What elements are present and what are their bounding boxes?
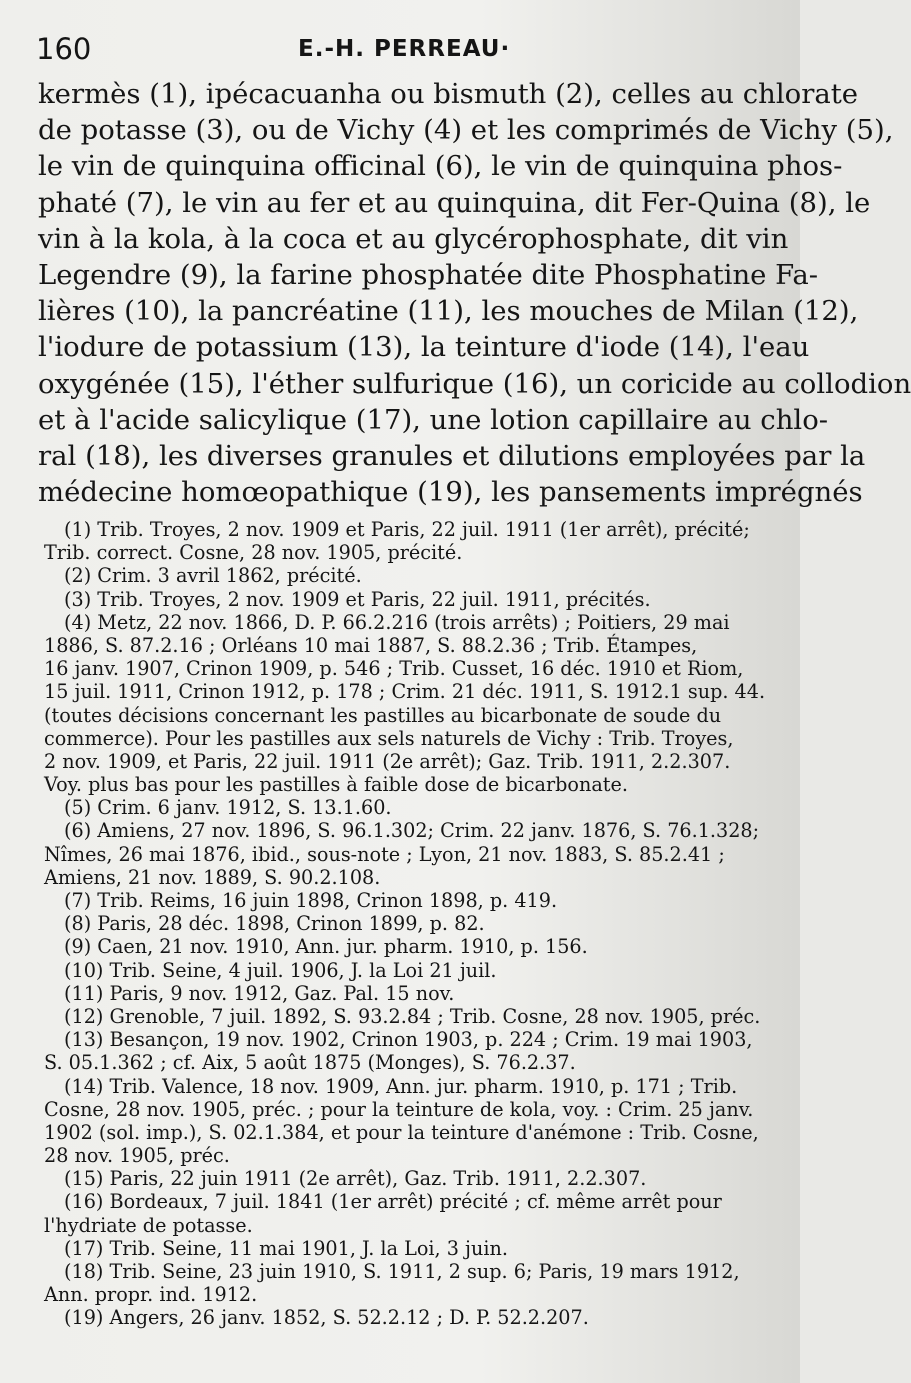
footnote-line: 1902 (sol. imp.), S. 02.1.384, et pour la teinture d'anémone : Trib. Cosne, bbox=[44, 1120, 759, 1144]
footnote-line: (5) Crim. 6 janv. 1912, S. 13.1.60. bbox=[64, 796, 392, 820]
footnote-line: Voy. plus bas pour les pastilles à faible dose de bicarbonate. bbox=[44, 773, 628, 797]
footnote-line: Nîmes, 26 mai 1876, ibid., sous-note ; Lyon, 21 nov. 1883, S. 85.2.41 ; bbox=[44, 842, 725, 866]
footnote-line: (15) Paris, 22 juin 1911 (2e arrêt), Gaz. Trib. 1911, 2.2.307. bbox=[64, 1167, 647, 1191]
footnote-line: S. 05.1.362 ; cf. Aix, 5 août 1875 (Monges), S. 76.2.37. bbox=[44, 1051, 576, 1075]
footnote-line: Ann. propr. ind. 1912. bbox=[44, 1283, 258, 1307]
footnote-line: (12) Grenoble, 7 juil. 1892, S. 93.2.84 ; Trib. Cosne, 28 nov. 1905, préc. bbox=[64, 1004, 761, 1028]
footnote-line: 16 janv. 1907, Crinon 1909, p. 546 ; Trib. Cusset, 16 déc. 1910 et Riom, bbox=[44, 657, 744, 681]
text-line: Legendre (9), la farine phosphatée dite Phosphatine Fa- bbox=[38, 258, 819, 291]
footnote-line: 1886, S. 87.2.16 ; Orléans 10 mai 1887, S. 88.2.36 ; Trib. Étampes, bbox=[44, 633, 698, 657]
page-number: 160 bbox=[36, 32, 92, 66]
footnote-line: (4) Metz, 22 nov. 1866, D. P. 66.2.216 (trois arrêts) ; Poitiers, 29 mai bbox=[64, 610, 730, 634]
footnote-line: l'hydriate de potasse. bbox=[44, 1213, 253, 1237]
text-line: lières (10), la pancréatine (11), les mouches de Milan (12), bbox=[38, 295, 859, 328]
footnote-line: commerce). Pour les pastilles aux sels naturels de Vichy : Trib. Troyes, bbox=[44, 726, 734, 750]
text-line: médecine homœopathique (19), les pansements imprégnés bbox=[38, 476, 863, 509]
text-line: phaté (7), le vin au fer et au quinquina, dit Fer-Quina (8), le bbox=[38, 186, 871, 219]
text-line: ral (18), les diverses granules et dilutions employées par la bbox=[38, 439, 866, 472]
footnote-line: (16) Bordeaux, 7 juil. 1841 (1er arrêt) précité ; cf. même arrêt pour bbox=[64, 1190, 722, 1214]
text-line: et à l'acide salicylique (17), une lotion capillaire au chlo- bbox=[38, 403, 829, 436]
text-line: de potasse (3), ou de Vichy (4) et les comprimés de Vichy (5), bbox=[38, 114, 894, 147]
page-header bbox=[0, 32, 800, 72]
footnote-line: (10) Trib. Seine, 4 juil. 1906, J. la Loi 21 juil. bbox=[64, 958, 497, 982]
text-line: oxygénée (15), l'éther sulfurique (16), un coricide au collodion bbox=[38, 367, 911, 400]
text-line: le vin de quinquina officinal (6), le vin de quinquina phos- bbox=[38, 150, 843, 183]
footnote-line: 2 nov. 1909, et Paris, 22 juil. 1911 (2e arrêt); Gaz. Trib. 1911, 2.2.307. bbox=[44, 749, 731, 773]
text-line: vin à la kola, à la coca et au glycérophosphate, dit vin bbox=[38, 222, 789, 255]
footnote-line: (9) Caen, 21 nov. 1910, Ann. jur. pharm. 1910, p. 156. bbox=[64, 935, 588, 959]
footnote-line: (8) Paris, 28 déc. 1898, Crinon 1899, p. 82. bbox=[64, 912, 485, 936]
footnote-line: (2) Crim. 3 avril 1862, précité. bbox=[64, 564, 362, 588]
footnote-line: (toutes décisions concernant les pastilles au bicarbonate de soude du bbox=[44, 703, 722, 727]
footnote-line: Amiens, 21 nov. 1889, S. 90.2.108. bbox=[44, 865, 381, 889]
footnote-line: Cosne, 28 nov. 1905, préc. ; pour la teinture de kola, voy. : Crim. 25 janv. bbox=[44, 1097, 754, 1121]
footnote-line: (19) Angers, 26 janv. 1852, S. 52.2.12 ; D. P. 52.2.207. bbox=[64, 1306, 589, 1330]
footnote-line: (11) Paris, 9 nov. 1912, Gaz. Pal. 15 nov. bbox=[64, 981, 455, 1005]
running-head: E.-H. PERREAU· bbox=[298, 36, 511, 62]
main-text bbox=[38, 76, 911, 510]
footnote-line: 15 juil. 1911, Crinon 1912, p. 178 ; Crim. 21 déc. 1911, S. 1912.1 sup. 44. bbox=[44, 680, 766, 704]
footnote-line: Trib. correct. Cosne, 28 nov. 1905, précité. bbox=[44, 541, 463, 565]
footnote-line: (18) Trib. Seine, 23 juin 1910, S. 1911, 2 sup. 6; Paris, 19 mars 1912, bbox=[64, 1260, 740, 1283]
footnote-line: 28 nov. 1905, préc. bbox=[44, 1144, 230, 1168]
text-line: l'iodure de potassium (13), la teinture d'iode (14), l'eau bbox=[38, 331, 810, 364]
footnote-line: (14) Trib. Valence, 18 nov. 1909, Ann. jur. pharm. 1910, p. 171 ; Trib. bbox=[64, 1074, 738, 1098]
text-line: kermès (1), ipécacuanha ou bismuth (2), celles au chlorate bbox=[38, 78, 859, 110]
footnote-line: (13) Besançon, 19 nov. 1902, Crinon 1903, p. 224 ; Crim. 19 mai 1903, bbox=[64, 1028, 753, 1052]
footnote-line: (1) Trib. Troyes, 2 nov. 1909 et Paris, 22 juil. 1911 (1er arrêt), précité; bbox=[64, 518, 750, 541]
footnote-line: (7) Trib. Reims, 16 juin 1898, Crinon 1898, p. 419. bbox=[64, 889, 558, 912]
footnote-line: (17) Trib. Seine, 11 mai 1901, J. la Loi, 3 juin. bbox=[64, 1236, 508, 1260]
footnote-line: (6) Amiens, 27 nov. 1896, S. 96.1.302; Crim. 22 janv. 1876, S. 76.1.328; bbox=[64, 819, 760, 843]
footnote-line: (3) Trib. Troyes, 2 nov. 1909 et Paris, 22 juil. 1911, précités. bbox=[64, 587, 651, 611]
footnotes bbox=[44, 518, 766, 1330]
